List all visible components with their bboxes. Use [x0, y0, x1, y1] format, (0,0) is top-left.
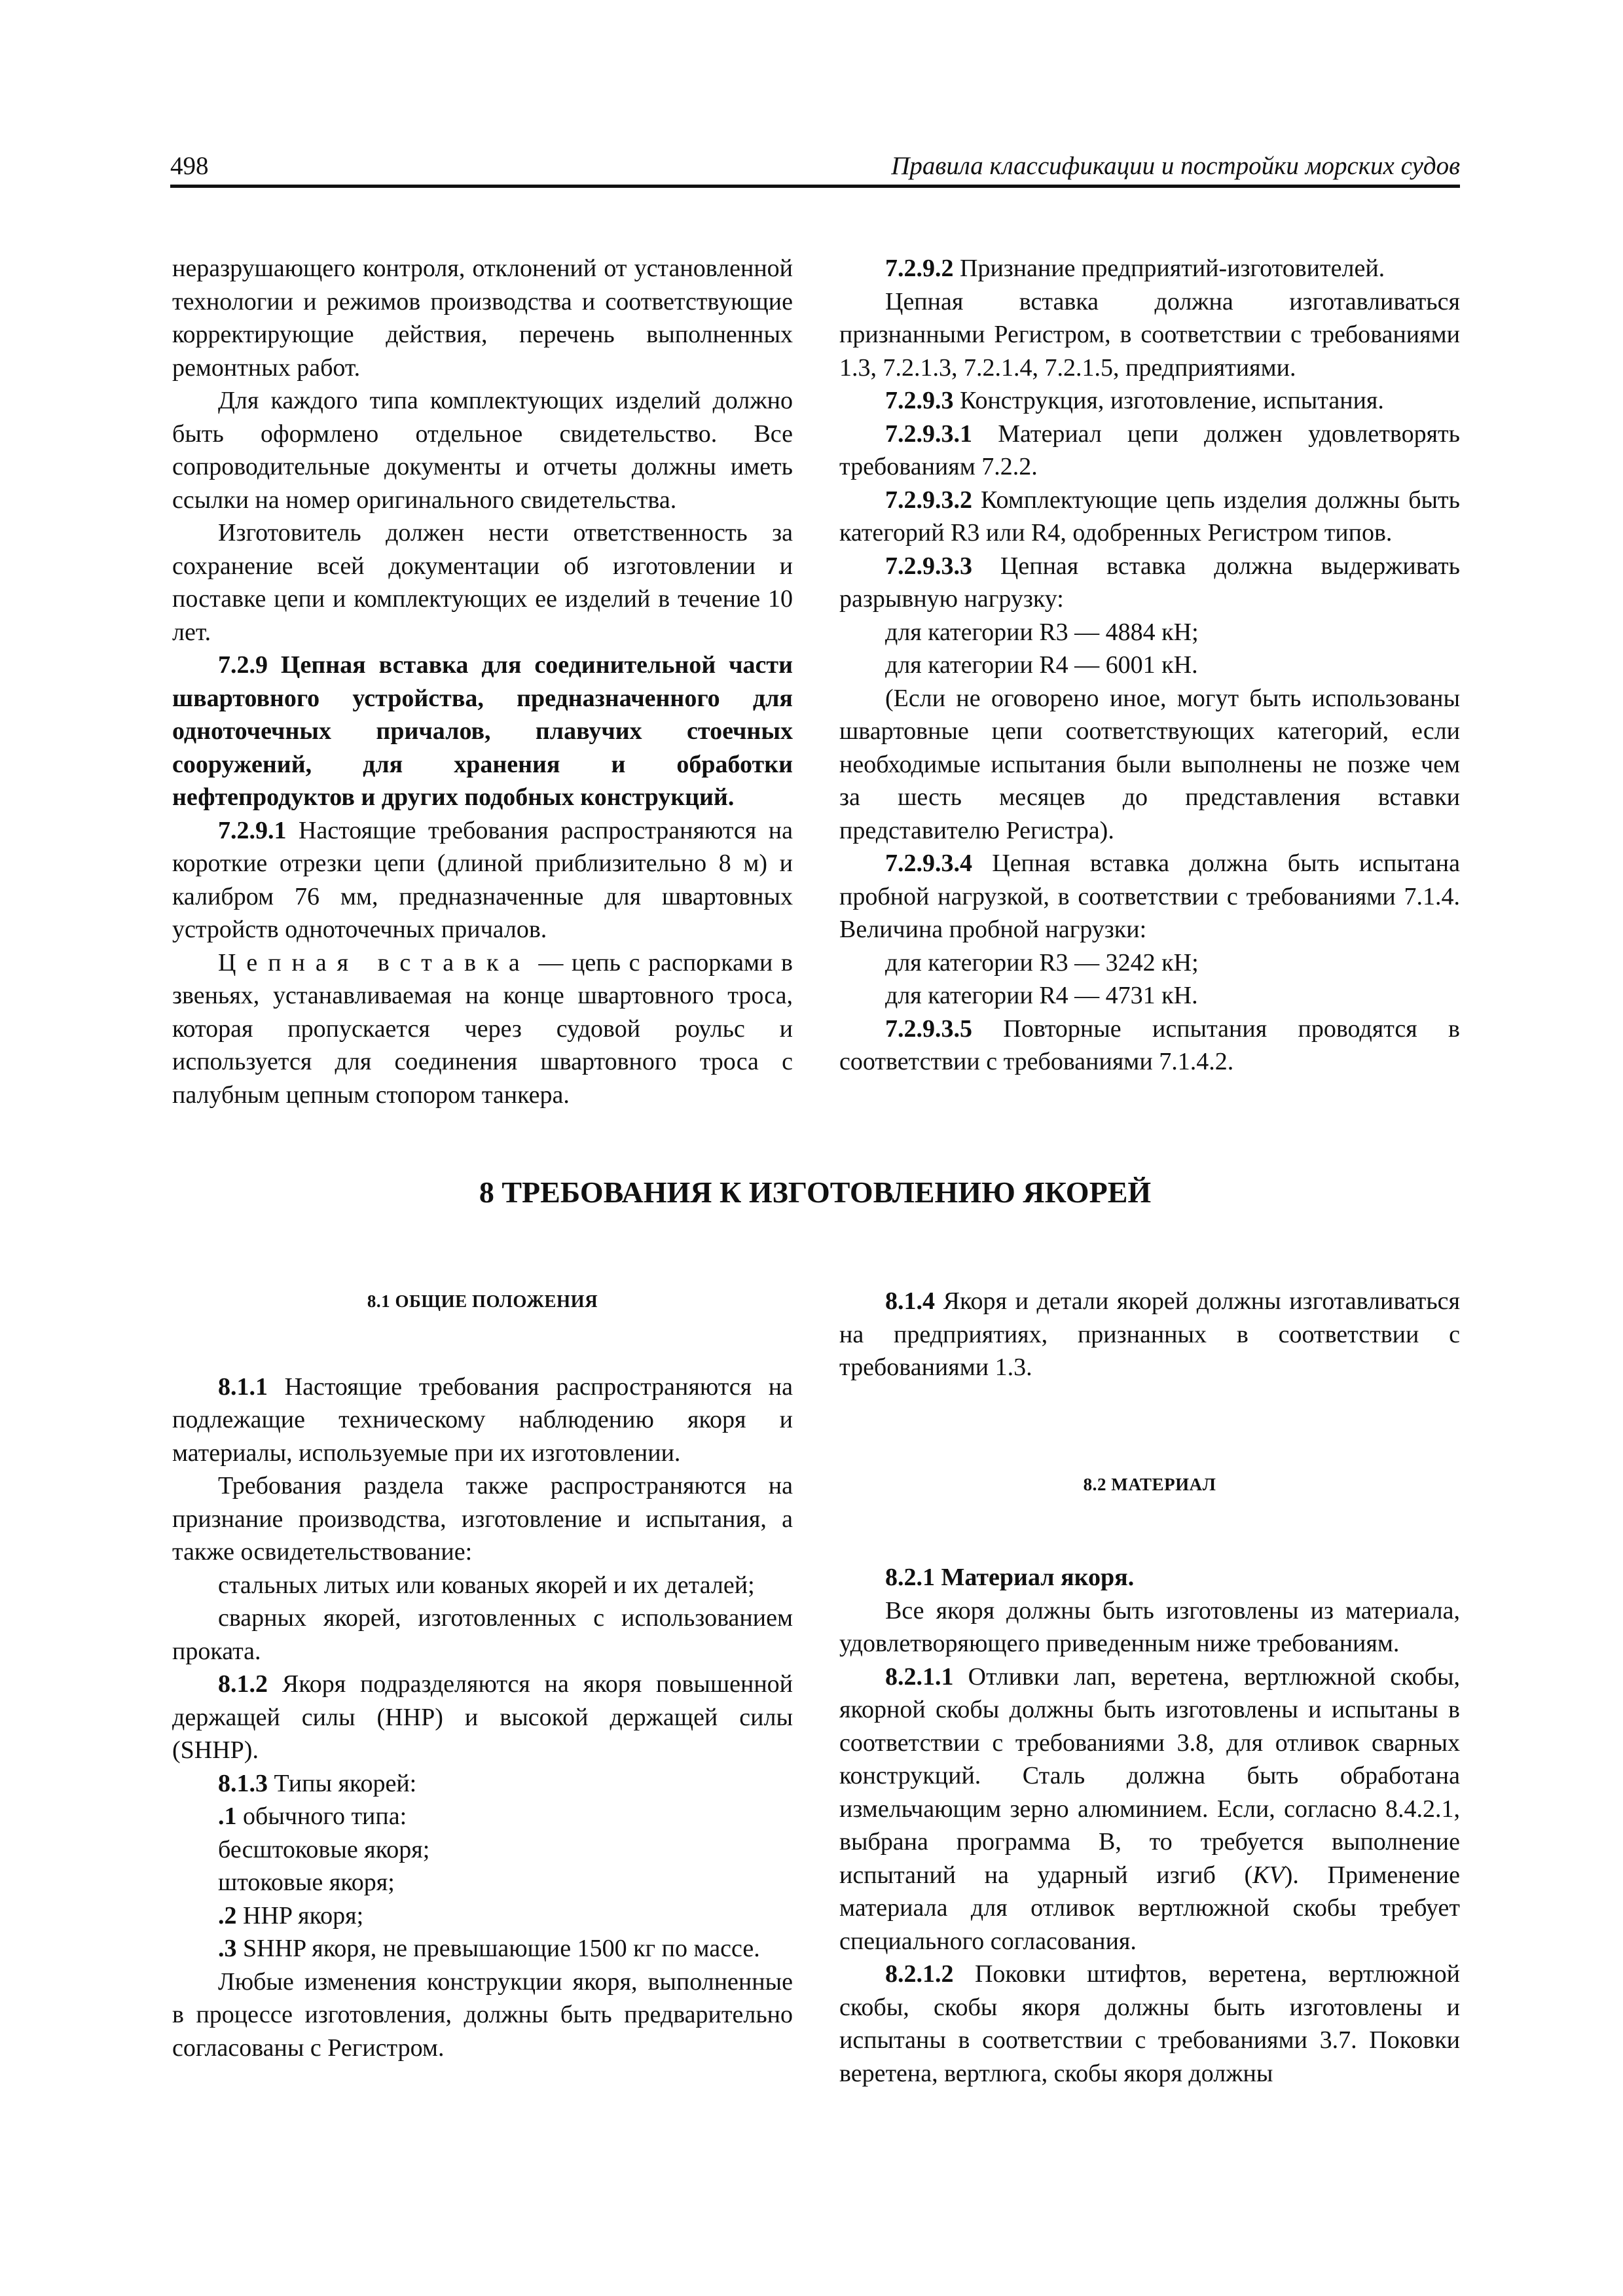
clause-text: Якоря подразделяются на якоря повышенной держащей силы (HHP) и высокой держащей силы (SHHP). — [172, 1670, 793, 1764]
list-item: сварных якорей, изготовленных с использованием проката. — [172, 1604, 793, 1665]
clause-number: 7.2.9.2 — [885, 255, 954, 282]
running-title: Правила классификации и постройки морских судов — [891, 152, 1460, 180]
paragraph: неразрушающего контроля, отклонений от установленной технологии и режимов производства и соответствующие корректирующие действия, перечень выполненных ремонтных работ. — [172, 255, 793, 382]
clause-text: Поковки штифтов, веретена, вертлюжной скобы, скобы якоря должны быть изготовлены и испытаны в соответствии с требованиями 3.7. Поковки веретена, вертлюга, скобы якоря должны — [839, 1960, 1461, 2087]
clause-number: 7.2.9.3.3 — [885, 552, 972, 580]
list-item: бесштоковые якоря; — [218, 1835, 430, 1863]
top-right-column — [839, 252, 1460, 1079]
clause-text: Типы якорей: — [274, 1769, 417, 1797]
paragraph-8-1-1 — [172, 1371, 793, 1470]
heading-8-2-1: 8.2.1 Материал якоря. — [885, 1564, 1135, 1591]
definition-text: — цепь с распорками в звеньях, устанавливаемая на конце швартовного троса, которая пропускается через судовой роульс и используется для соединения швартовного троса с палубным цепным стопором танкера. — [172, 948, 793, 1109]
paragraph-7-2-9-2 — [839, 252, 1460, 285]
clause-number: 7.2.9.3.5 — [885, 1014, 972, 1043]
defined-term: Цепная вставка — [218, 948, 530, 977]
list-item — [172, 1800, 793, 1833]
clause-text: Материал цепи должен удовлетворять требованиям 7.2.2. — [839, 420, 1460, 480]
paragraph-7-2-9-3-3 — [839, 550, 1460, 616]
clause-text: Цепная вставка должна быть испытана пробной нагрузкой, в соответствии с требованиями 7.1.4. Величина пробной нагрузки: — [839, 850, 1461, 943]
paragraph-8-1-4 — [839, 1285, 1460, 1384]
page-header — [170, 148, 1460, 188]
paragraph: Все якоря должны быть изготовлены из материала, удовлетворяющего приведенным ниже требованиям. — [839, 1596, 1460, 1657]
clause-number: 7.2.9.1 — [218, 816, 287, 844]
paragraph: Любые изменения конструкции якоря, выполненные в процессе изготовления, должны быть предварительно согласованы с Регистром. — [172, 1967, 793, 2062]
list-item: для категории R4 — 4731 кН. — [885, 982, 1198, 1009]
page-number: 498 — [170, 152, 209, 180]
paragraph: Требования раздела также распространяются на признание производства, изготовление и испытания, а также освидетельствование: — [172, 1472, 793, 1566]
clause-text: Комплектующие цепь изделия должны быть категорий R3 или R4, одобренных Регистром типов. — [839, 486, 1460, 547]
heading-7-2-9: 7.2.9 Цепная вставка для соединительной части швартовного устройства, предназначенного для одноточечных причалов, плавучих стоечных сооружений, для хранения и обработки нефтепродуктов и других подобных конструкций. — [172, 651, 793, 811]
paragraph-7-2-9-3-1 — [839, 418, 1460, 484]
clause-text: Признание предприятий-изготовителей. — [960, 255, 1385, 282]
paragraph-7-2-9-1 — [172, 814, 793, 946]
item-text: SHHP якоря, не превышающие 1500 кг по массе. — [243, 1935, 760, 1962]
paragraph-7-2-9-3-2 — [839, 484, 1460, 550]
item-number: .2 — [218, 1901, 237, 1929]
clause-text: Настоящие требования распространяются на короткие отрезки цепи (длиной приблизительно 8 м) и калибром 76 мм, предназначенные для швартовных устройств одноточечных причалов. — [172, 816, 793, 943]
clause-text: Цепная вставка должна выдерживать разрывную нагрузку: — [839, 552, 1460, 613]
list-item: стальных литых или кованых якорей и их деталей; — [218, 1571, 755, 1599]
paragraph-8-1-2 — [172, 1668, 793, 1767]
clause-text: Конструкция, изготовление, испытания. — [960, 387, 1384, 414]
list-item — [172, 1932, 793, 1965]
paragraph: Для каждого типа комплектующих изделий должно быть оформлено отдельное свидетельство. Все сопроводительные документы и отчеты должны иметь ссылки на номер оригинального свидетельства. — [172, 387, 793, 514]
definition-paragraph — [172, 946, 793, 1112]
list-item — [172, 1899, 793, 1933]
paragraph-7-2-9-3-5 — [839, 1013, 1460, 1079]
paragraph-8-2-1-2 — [839, 1958, 1460, 2090]
section-title: 8 ТРЕБОВАНИЯ К ИЗГОТОВЛЕНИЮ ЯКОРЕЙ — [479, 1175, 1152, 1209]
clause-number: 8.2.1.1 — [885, 1662, 954, 1691]
list-item: для категории R3 — 3242 кН; — [885, 948, 1199, 977]
clause-number: 8.1.4 — [885, 1287, 935, 1315]
item-number: .3 — [218, 1935, 237, 1962]
item-number: .1 — [218, 1803, 237, 1830]
list-item: для категории R3 — 4884 кН; — [885, 618, 1199, 646]
bottom-right-column — [839, 1285, 1460, 2090]
kv-symbol: KV — [1252, 1861, 1285, 1889]
paragraph: Изготовитель должен нести ответственность за сохранение всей документации об изготовлении и поставке цепи и комплектующих ее изделий в течение 10 лет. — [172, 519, 793, 646]
clause-text: ). Применение материала для отливок вертлюжной скобы требует специального согласования. — [839, 1861, 1460, 1955]
clause-number: 8.2.1.2 — [885, 1960, 954, 1988]
clause-text: Повторные испытания проводятся в соответствии с требованиями 7.1.4.2. — [839, 1014, 1461, 1075]
list-item: штоковые якоря; — [218, 1869, 395, 1896]
subsection-title-8-2: 8.2 МАТЕРИАЛ — [1083, 1474, 1216, 1494]
clause-number: 8.1.3 — [218, 1769, 268, 1797]
paragraph: Цепная вставка должна изготавливаться признанными Регистром, в соответствии с требованиями 1.3, 7.2.1.3, 7.2.1.4, 7.2.1.5, предприятиями. — [839, 287, 1460, 382]
clause-text: Отливки лап, веретена, вертлюжной скобы, якорной скобы должны быть изготовлены и испытаны в соответствии с требованиями 3.8, для отливок сварных конструкций. Сталь должна быть обработана измельчающим зерно алюминием. Если, согласно 8.4.2.1, выбрана программа В, то требуется выполнение испытаний на ударный изгиб ( — [839, 1662, 1461, 1889]
top-left-column — [172, 252, 793, 1111]
clause-number: 7.2.9.3.2 — [885, 486, 972, 514]
clause-number: 7.2.9.3 — [885, 387, 954, 414]
list-item: для категории R4 — 6001 кН. — [885, 651, 1198, 679]
clause-text: Настоящие требования распространяются на подлежащие техническому наблюдению якоря и материалы, используемые при их изготовлении. — [172, 1372, 793, 1467]
subsection-title-8-1: 8.1 ОБЩИЕ ПОЛОЖЕНИЯ — [367, 1291, 598, 1311]
item-text: обычного типа: — [243, 1803, 407, 1830]
clause-text: Якоря и детали якорей должны изготавливаться на предприятиях, признанных в соответствии с требованиями 1.3. — [839, 1287, 1460, 1381]
paragraph-7-2-9-3-4 — [839, 847, 1460, 946]
clause-number: 8.1.1 — [218, 1372, 268, 1401]
item-text: HHP якоря; — [243, 1901, 364, 1929]
paragraph-7-2-9-3 — [839, 384, 1460, 418]
clause-number: 8.1.2 — [218, 1670, 268, 1698]
paragraph-8-2-1-1 — [839, 1660, 1460, 1958]
clause-number: 7.2.9.3.4 — [885, 850, 972, 877]
note-paragraph: (Если не оговорено иное, могут быть использованы швартовные цепи соответствующих категорий, если необходимые испытания были выполнены не позже чем за шесть месяцев до представления вставки представителю Регистра). — [839, 684, 1460, 844]
paragraph-8-1-3 — [172, 1767, 793, 1801]
clause-number: 7.2.9.3.1 — [885, 420, 972, 448]
bottom-left-column — [172, 1285, 793, 2064]
